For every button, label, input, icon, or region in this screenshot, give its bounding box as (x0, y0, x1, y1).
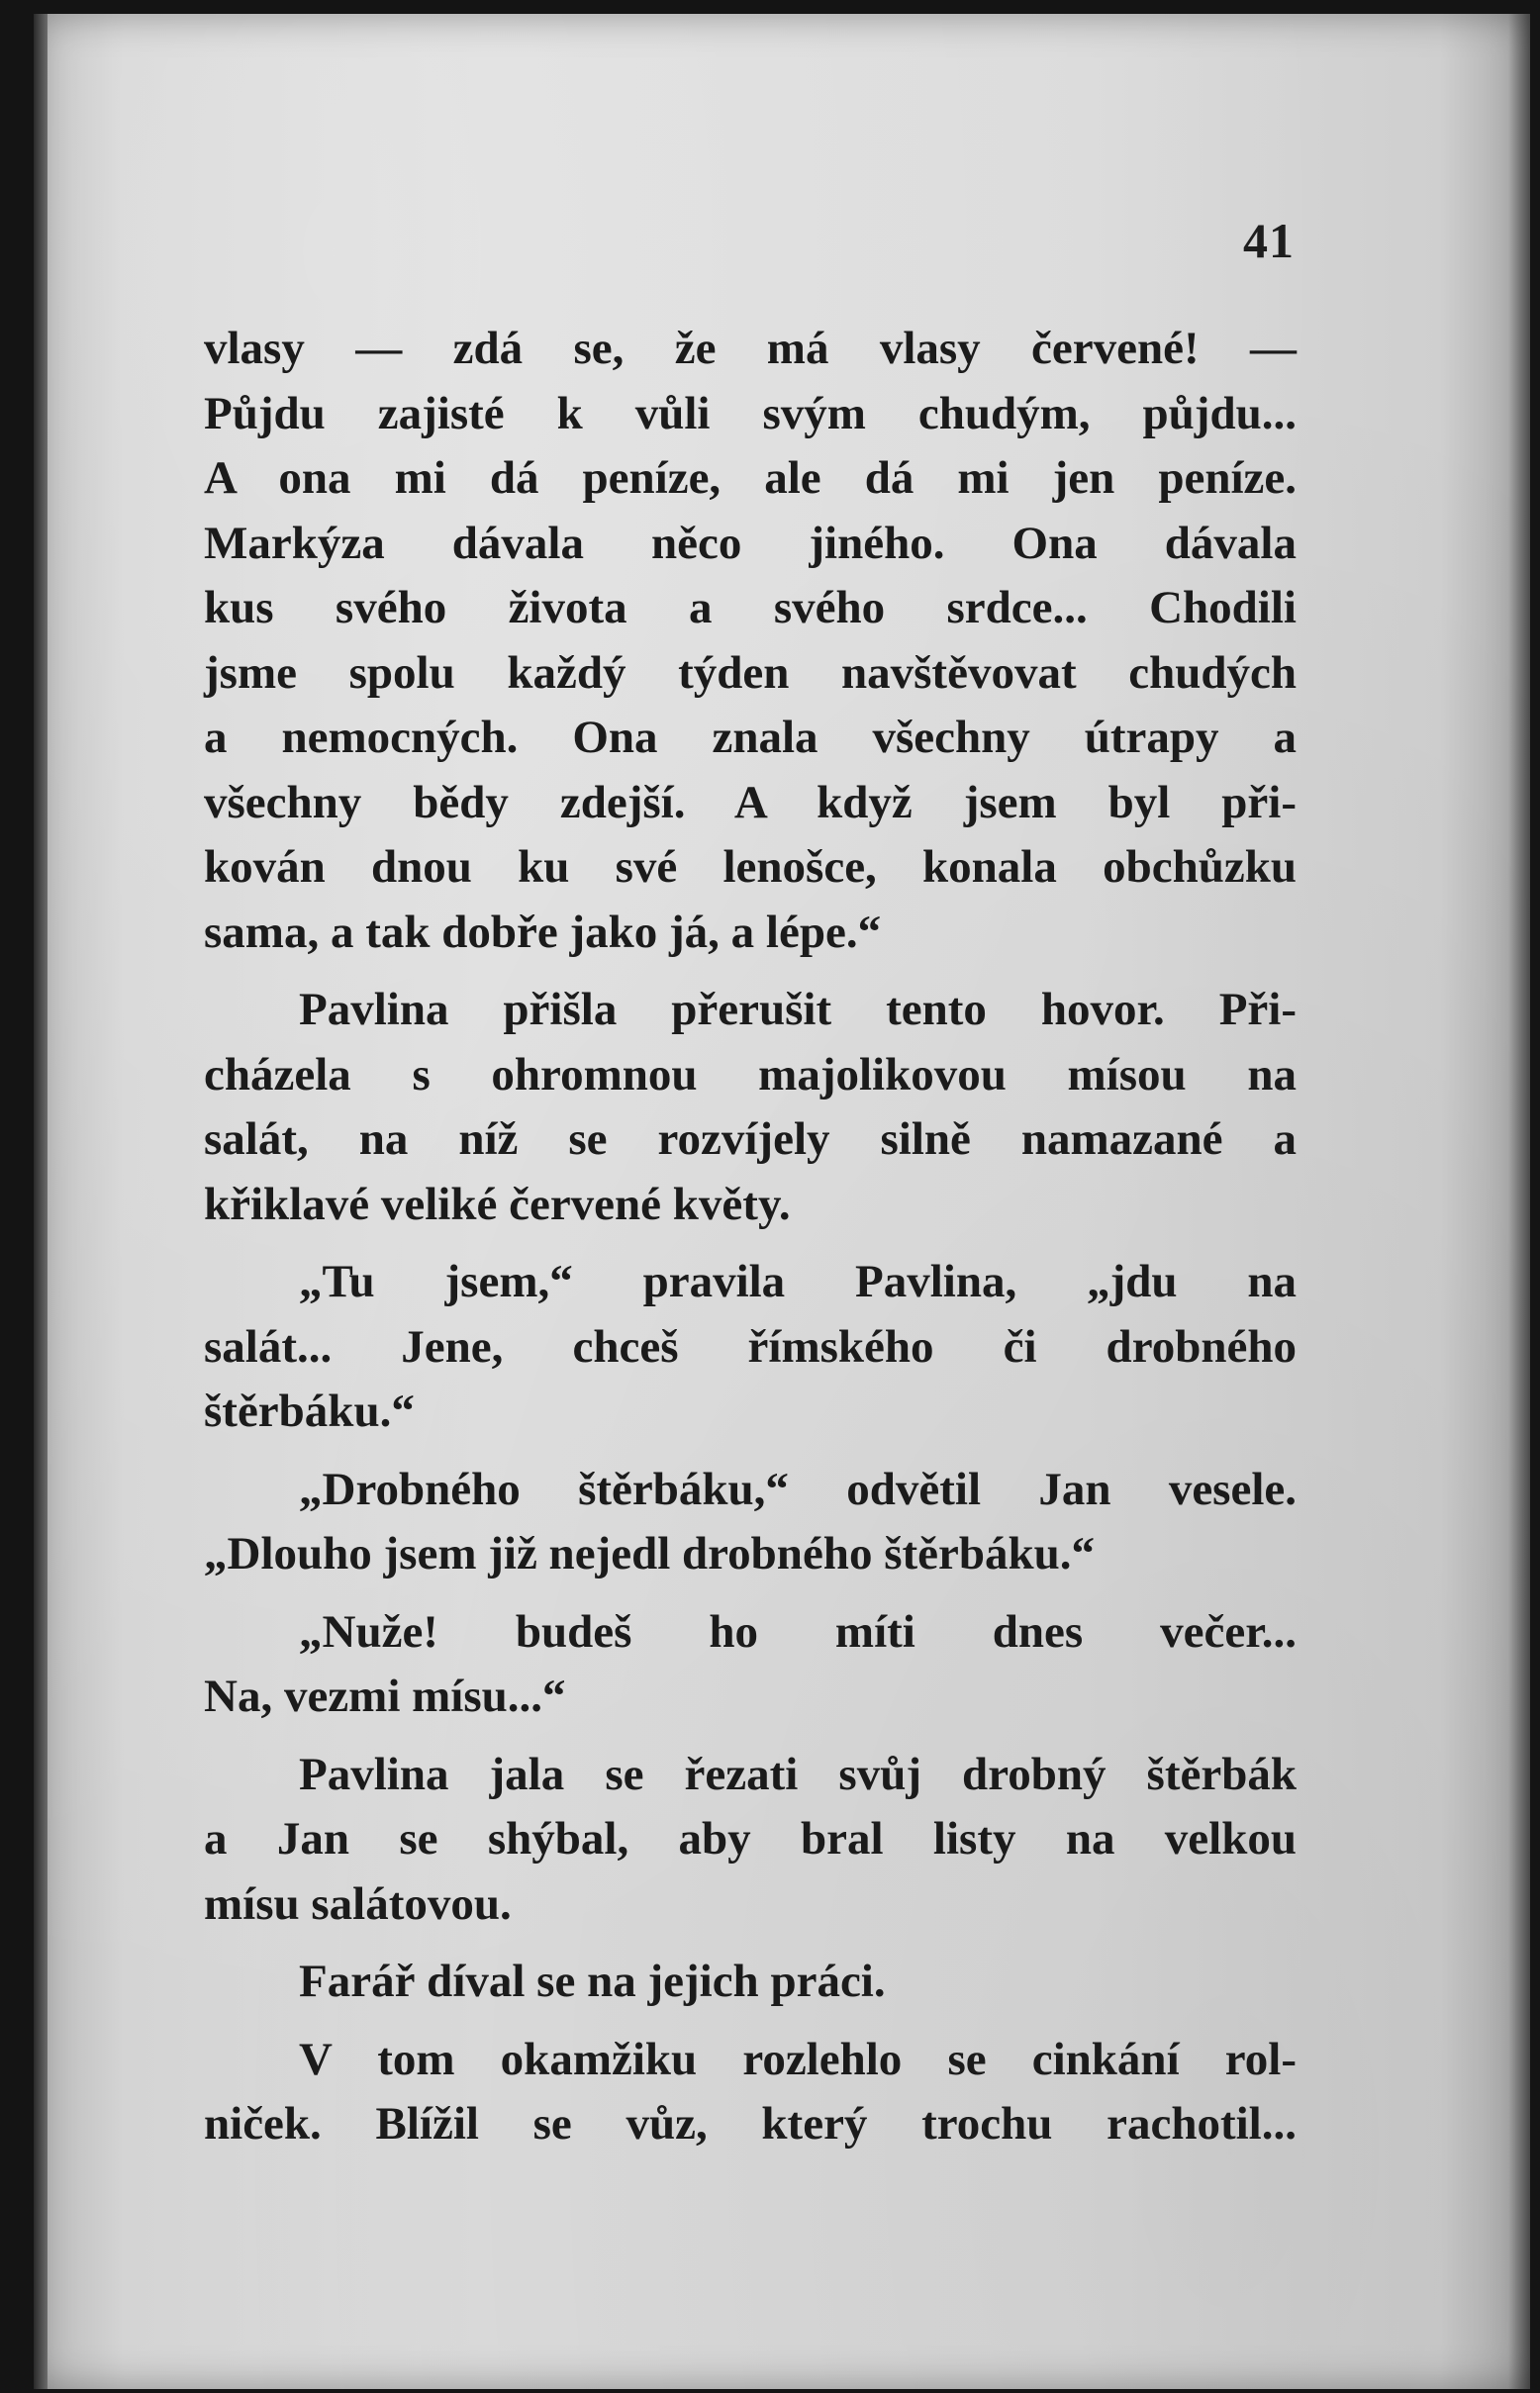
paragraph-gap (204, 1445, 1297, 1458)
text-line: „Tu jsem,“ pravila Pavlina, „jdu na (299, 1256, 1297, 1307)
text-line: křiklavé veliké červené květy. (204, 1178, 791, 1230)
page-number: 41 (1243, 213, 1295, 268)
text-line: niček. Blížil se vůz, který trochu rachotil... (204, 2098, 1297, 2150)
paragraph-gap (204, 965, 1297, 978)
text-line: salát... Jene, chceš římského či drobného (204, 1320, 1297, 1373)
paragraph-gap (204, 1237, 1297, 1250)
text-line: jsme spolu každý týden navštěvovat chudých (204, 646, 1297, 699)
text-line: Markýza dávala něco jiného. Ona dávala (204, 517, 1297, 569)
text-line: Farář díval se na jejich práci. (299, 1956, 886, 2007)
paragraph-gap (204, 2015, 1297, 2028)
body-text (204, 317, 1297, 2157)
text-line: „Drobného štěrbáku,“ odvětil Jan vesele. (299, 1463, 1297, 1515)
paragraph-gap (204, 1937, 1297, 1950)
page-binding-edge (34, 14, 48, 2389)
text-line: všechny bědy zdejší. A když jsem byl při- (204, 776, 1297, 828)
paragraph-gap (204, 1730, 1297, 1743)
text-line: „Nuže! budeš ho míti dnes večer... (299, 1605, 1297, 1658)
text-line: sama, a tak dobře jako já, a lépe.“ (204, 906, 882, 958)
text-line: vlasy — zdá se, že má vlasy červené! — (204, 323, 1297, 374)
text-line: štěrbáku.“ (204, 1386, 415, 1437)
text-line: mísu salátovou. (204, 1877, 512, 1930)
text-line: a Jan se shýbal, aby bral listy na velkou (204, 1813, 1297, 1865)
text-line: V tom okamžiku rozlehlo se cinkání rol- (299, 2033, 1297, 2085)
text-line: „Dlouho jsem již nejedl drobného štěrbáku.“ (204, 1528, 1096, 1579)
page-right-edge (1508, 14, 1530, 2389)
paragraph-gap (204, 1587, 1297, 1600)
text-line: Půjdu zajisté k vůli svým chudým, půjdu... (204, 387, 1297, 439)
text-line: A ona mi dá peníze, ale dá mi jen peníze. (204, 452, 1297, 504)
text-line: a nemocných. Ona znala všechny útrapy a (204, 712, 1297, 763)
text-line: Pavlina přišla přerušit tento hovor. Při- (299, 984, 1297, 1035)
text-line: Pavlina jala se řezati svůj drobný štěrbák (299, 1748, 1297, 1800)
text-line: kován dnou ku své lenošce, konala obchůzku (204, 841, 1297, 893)
text-line: cházela s ohromnou majolikovou mísou na (204, 1048, 1297, 1101)
text-line: Na, vezmi mísu...“ (204, 1671, 566, 1722)
text-line: salát, na níž se rozvíjely silně namazané a (204, 1113, 1297, 1165)
text-line: kus svého života a svého srdce... Chodili (204, 582, 1297, 633)
book-page (34, 14, 1530, 2389)
